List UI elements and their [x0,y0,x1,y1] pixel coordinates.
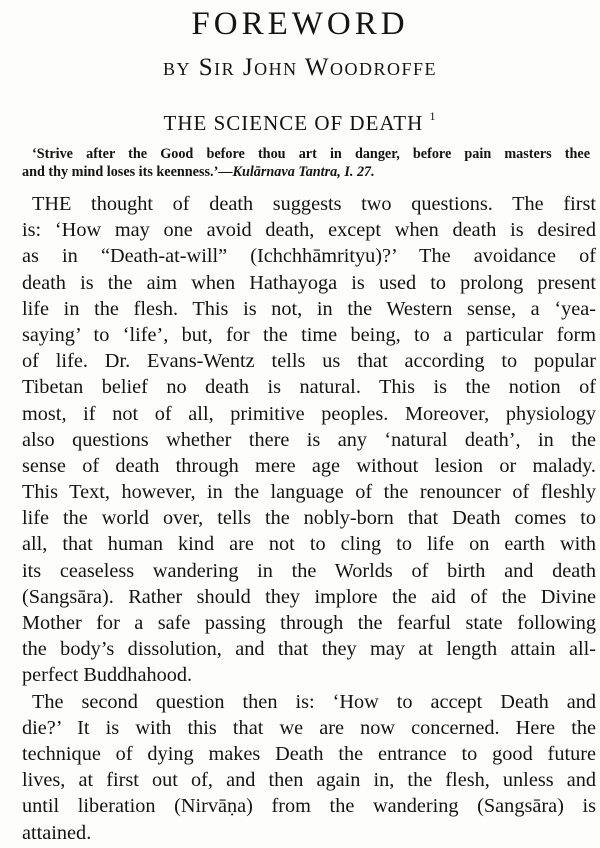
text-line: until liberation (Nirvāṇa) from the wandering (Sangsāra) is [22,795,596,818]
subtitle-text: THE SCIENCE OF DEATH [163,111,424,135]
text-line: the body’s dissolution, and that they may at length attain all- [22,638,596,661]
text-line: sense of death through mere age without lesion or malady. [22,454,596,477]
epigraph-line [22,163,590,181]
text-line: The second question then is: ‘How to accept Death and [32,690,596,713]
text-line: is: ‘How may one avoid death, except when death is desired [22,219,596,242]
epigraph-source: Kulārnava Tantra, I. 27. [232,164,375,180]
text-line: of life. Dr. Evans-Wentz tells us that according to popular [22,350,596,373]
text-line: lives, at first out of, and then again in, the flesh, unless and [22,769,596,792]
page-title: FOREWORD [191,6,409,42]
paragraph-1 [22,191,596,689]
text-line: as in “Death-at-will” (Ichchhāmrityu)?’ The avoidance of [22,245,596,268]
section-subtitle [0,104,600,137]
text-line: all, that human kind are not to cling to life on earth with [22,533,596,556]
epigraph [22,145,590,181]
text-line: death is the aim when Hathayoga is used to prolong present [22,271,596,294]
text-line: most, if not of all, primitive peoples. Moreover, physiology [22,402,596,425]
text-line: (Sangsāra). Rather should they implore the aid of the Divine [22,585,596,608]
text-line: life the world over, tells the nobly-born that Death comes to [22,507,596,530]
text-line: Tibetan belief no death is natural. This is the notion of [22,376,596,399]
text-line: THE thought of death suggests two questions. The first [32,193,596,215]
text-line: die?’ It is with this that we are now concerned. Here the [22,716,596,739]
text-line: also questions whether there is any ‘natural death’, in the [22,428,596,451]
body-text [22,191,596,846]
paragraph-2 [22,689,596,846]
text-line: saying’ to ‘life’, but, for the time being, to a particular form [22,323,596,346]
footnote-marker: 1 [429,109,437,123]
text-line: perfect Buddhahood. [22,664,193,687]
text-line: This Text, however, in the language of the renouncer of fleshly [22,481,596,504]
text-line: life in the flesh. This is not, in the Western sense, a ‘yea- [22,297,596,320]
text-line: Mother for a safe passing through the fearful state following [22,612,596,634]
text-line: attained. [22,821,92,844]
author-byline: by Sir John Woodroffe [162,54,438,81]
epigraph-text: and thy mind loses its keenness.’— [22,164,233,180]
epigraph-line: ‘Strive after the Good before thou art in danger, before pain masters thee [32,146,590,162]
text-line: technique of dying makes Death the entrance to good future [22,742,596,765]
text-line: its ceaseless wandering in the Worlds of birth and death [22,559,596,582]
